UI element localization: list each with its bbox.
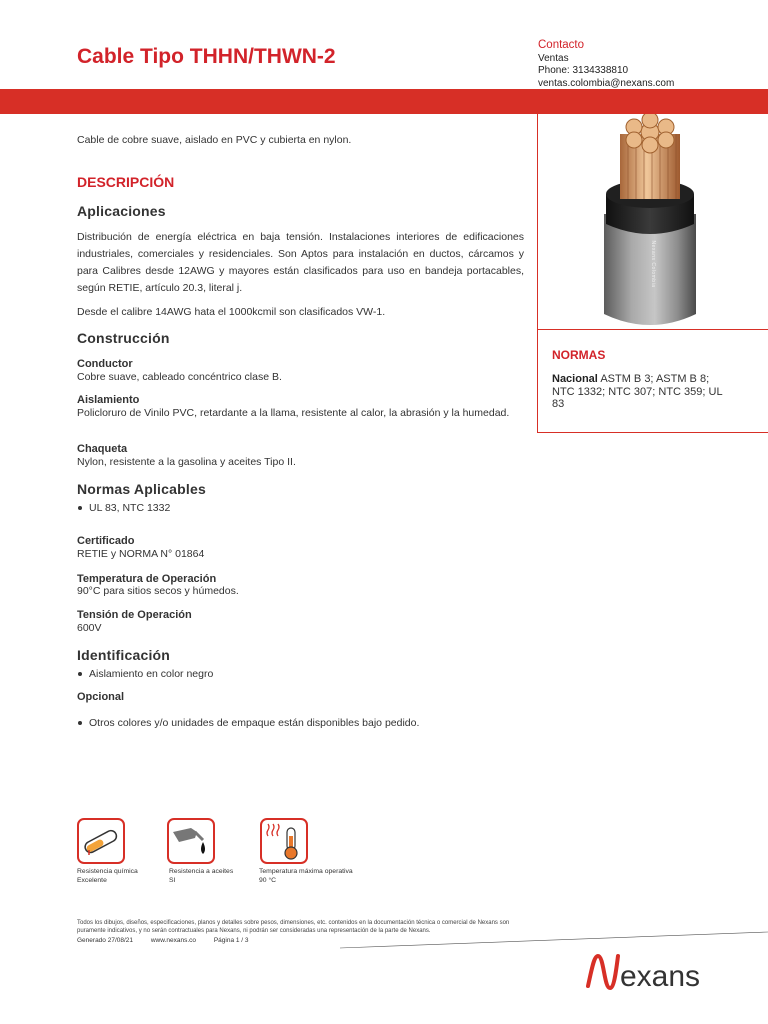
- temperature-caption: Temperatura máxima operativa 90 °C: [259, 868, 353, 884]
- chemical-resistance-caption: Resistencia química Excelente: [77, 868, 138, 884]
- section-title-descripcion: DESCRIPCIÓN: [77, 174, 175, 190]
- contact-heading[interactable]: Contacto: [538, 39, 585, 51]
- chaqueta-value: Nylon, resistente a la gasolina y aceites Tipo II.: [77, 456, 296, 468]
- side-panel-divider: [537, 329, 768, 330]
- heading-construccion: Construcción: [77, 330, 170, 346]
- jacket-print: Nexans Colombia: [650, 240, 656, 288]
- normas-value: ASTM B 3; ASTM B 8; NTC 1332; NTC 307; NTC 359; UL 83: [552, 373, 723, 410]
- cable-image: [592, 114, 712, 329]
- conductor-value: Cobre suave, cableado concéntrico clase B.: [77, 371, 282, 383]
- aislamiento-label: Aislamiento: [77, 394, 140, 406]
- temperatura-label: Temperatura de Operación: [77, 573, 217, 585]
- aislamiento-value: Policloruro de Vinilo PVC, retardante a la llama, resistente al calor, la abrasión y la humedad.: [77, 407, 510, 419]
- intro-text: Cable de cobre suave, aislado en PVC y cubierta en nylon.: [77, 134, 352, 146]
- heading-normas-aplicables: Normas Aplicables: [77, 481, 206, 497]
- contact-phone[interactable]: Phone: 3134338810: [538, 65, 629, 76]
- aplicaciones-vw1-text: Desde el calibre 14AWG hata el 1000kcmil son clasificados VW-1.: [77, 306, 386, 318]
- logo-text: exans: [620, 960, 701, 993]
- header-red-bar: [0, 89, 768, 114]
- website-link[interactable]: www.nexans.co: [150, 937, 197, 944]
- thermometer-icon: [260, 818, 308, 864]
- generated-date: Generado 27/08/21: [77, 937, 134, 944]
- chemical-resistance-icon: [77, 818, 125, 864]
- normas-text: [552, 373, 727, 411]
- normas-title: NORMAS: [552, 348, 606, 362]
- list-item: Aislamiento en color negro: [78, 668, 213, 680]
- heading-aplicaciones: Aplicaciones: [77, 203, 166, 219]
- tension-label: Tensión de Operación: [77, 609, 192, 621]
- temperatura-value: 90°C para sitios secos y húmedos.: [77, 585, 239, 597]
- list-item: UL 83, NTC 1332: [78, 502, 170, 514]
- conductor-label: Conductor: [77, 358, 133, 370]
- certificado-label: Certificado: [77, 535, 135, 547]
- heading-identificacion: Identificación: [77, 647, 171, 663]
- page-number: Página 1 / 3: [213, 937, 249, 944]
- footer-disclaimer: Todos los dibujos, diseños, especificaciones, planos y detalles sobre pesos, dimensiones, etc. contenidos en la documentación técnica o comercial de Nexans son puramente indicativos, y no serán contractuales para Nexans, ni podrán ser consideradas una representación de la parte de Nexans.: [77, 920, 510, 934]
- opcional-label: Opcional: [77, 691, 125, 703]
- contact-block: [538, 39, 674, 90]
- list-item: Otros colores y/o unidades de empaque están disponibles bajo pedido.: [78, 717, 419, 729]
- contact-dept: Ventas: [538, 52, 569, 64]
- certificado-value: RETIE y NORMA N° 01864: [77, 548, 205, 560]
- nexans-logo: [584, 948, 724, 999]
- footer-divider: [340, 930, 768, 950]
- footer-meta: [77, 937, 265, 944]
- oil-resistance-icon: [167, 818, 215, 864]
- contact-email[interactable]: ventas.colombia@nexans.com: [538, 77, 675, 89]
- oil-resistance-caption: Resistencia a aceites SI: [169, 868, 234, 884]
- normas-label: Nacional: [552, 373, 598, 385]
- chaqueta-label: Chaqueta: [77, 443, 128, 455]
- tension-value: 600V: [77, 622, 102, 634]
- aplicaciones-text: Distribución de energía eléctrica en baja tensión. Instalaciones interiores de edificaciones industriales, comerciales y residenciales. Son Aptos para instalación en ductos, cárcamos y para Calibres desde 12AWG y mayores están clasificados para uso en bandeja portacables, según RETIE, artículo 20.3, literal j.: [77, 231, 524, 294]
- page-title: Cable Tipo THHN/THWN-2: [77, 45, 336, 68]
